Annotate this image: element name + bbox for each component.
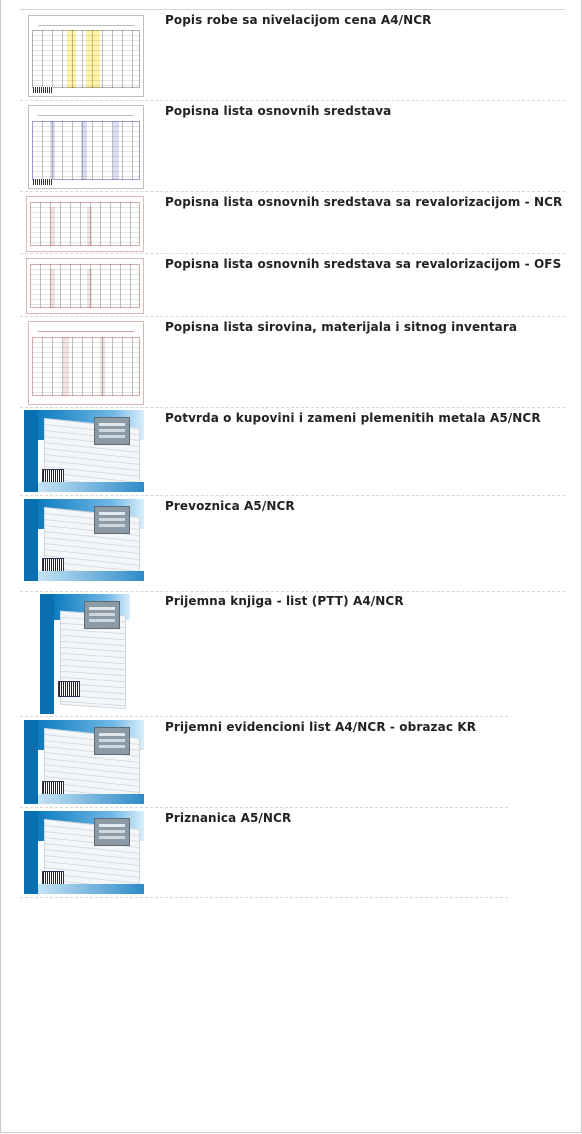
blue-pad-icon[interactable] — [24, 499, 144, 581]
product-title[interactable]: Prijemni evidencioni list A4/NCR - obrazac KR — [165, 720, 477, 734]
product-title[interactable]: Popis robe sa nivelacijom cena A4/NCR — [165, 13, 432, 27]
barcode-icon — [33, 87, 53, 93]
pad-label — [94, 506, 130, 534]
list-item[interactable] — [20, 10, 565, 101]
product-title[interactable]: Popisna lista sirovina, materijala i sitnog inventara — [165, 320, 518, 334]
form-grid — [32, 337, 139, 396]
pad-label — [94, 818, 130, 846]
pad-bottom-band — [38, 571, 144, 581]
pad-label — [94, 727, 130, 755]
list-item[interactable] — [20, 496, 565, 592]
barcode-icon — [33, 179, 53, 185]
form-header-line — [38, 109, 134, 116]
blue-pad-portrait-icon[interactable] — [40, 594, 130, 714]
product-title[interactable]: Popisna lista osnovnih sredstava sa revalorizacijom - OFS — [165, 257, 562, 271]
form-grid — [32, 121, 139, 180]
blue-pad-icon[interactable] — [24, 720, 144, 804]
product-title[interactable]: Popisna lista osnovnih sredstava sa revalorizacijom - NCR — [165, 195, 563, 209]
form-grid — [30, 202, 139, 245]
form-yellow-columns-icon[interactable] — [28, 15, 144, 97]
pad-label — [94, 417, 130, 445]
pad-stripe — [24, 720, 38, 804]
list-item[interactable] — [20, 717, 508, 808]
pad-bottom-band — [38, 482, 144, 492]
list-item[interactable] — [20, 592, 508, 717]
pad-label — [84, 601, 120, 629]
form-header-line — [38, 19, 134, 26]
product-title[interactable]: Potvrda o kupovini i zameni plemenitih metala A5/NCR — [165, 411, 541, 425]
barcode-icon — [58, 681, 80, 697]
product-title[interactable]: Priznanica A5/NCR — [165, 811, 292, 825]
pad-bottom-band — [38, 884, 144, 894]
list-item[interactable] — [20, 808, 508, 898]
product-title[interactable]: Popisna lista osnovnih sredstava — [165, 104, 392, 118]
form-red-grid-icon[interactable] — [26, 258, 144, 314]
list-item[interactable] — [20, 408, 565, 496]
pad-stripe — [24, 410, 38, 492]
blue-pad-icon[interactable] — [24, 811, 144, 894]
pad-stripe — [24, 811, 38, 894]
list-item[interactable] — [20, 101, 565, 192]
form-grid — [30, 264, 139, 307]
form-red-grid-icon[interactable] — [28, 321, 144, 405]
form-header-line — [38, 325, 134, 332]
list-item[interactable] — [20, 192, 565, 254]
form-grid — [32, 30, 139, 88]
product-title[interactable]: Prevoznica A5/NCR — [165, 499, 295, 513]
list-item[interactable] — [20, 254, 565, 317]
product-title[interactable]: Prijemna knjiga - list (PTT) A4/NCR — [165, 594, 404, 608]
blue-pad-icon[interactable] — [24, 410, 144, 492]
list-item[interactable] — [20, 317, 565, 408]
pad-stripe — [40, 594, 54, 714]
form-red-grid-icon[interactable] — [26, 196, 144, 252]
pad-stripe — [24, 499, 38, 581]
form-blue-grid-icon[interactable] — [28, 105, 144, 189]
pad-bottom-band — [38, 794, 144, 804]
